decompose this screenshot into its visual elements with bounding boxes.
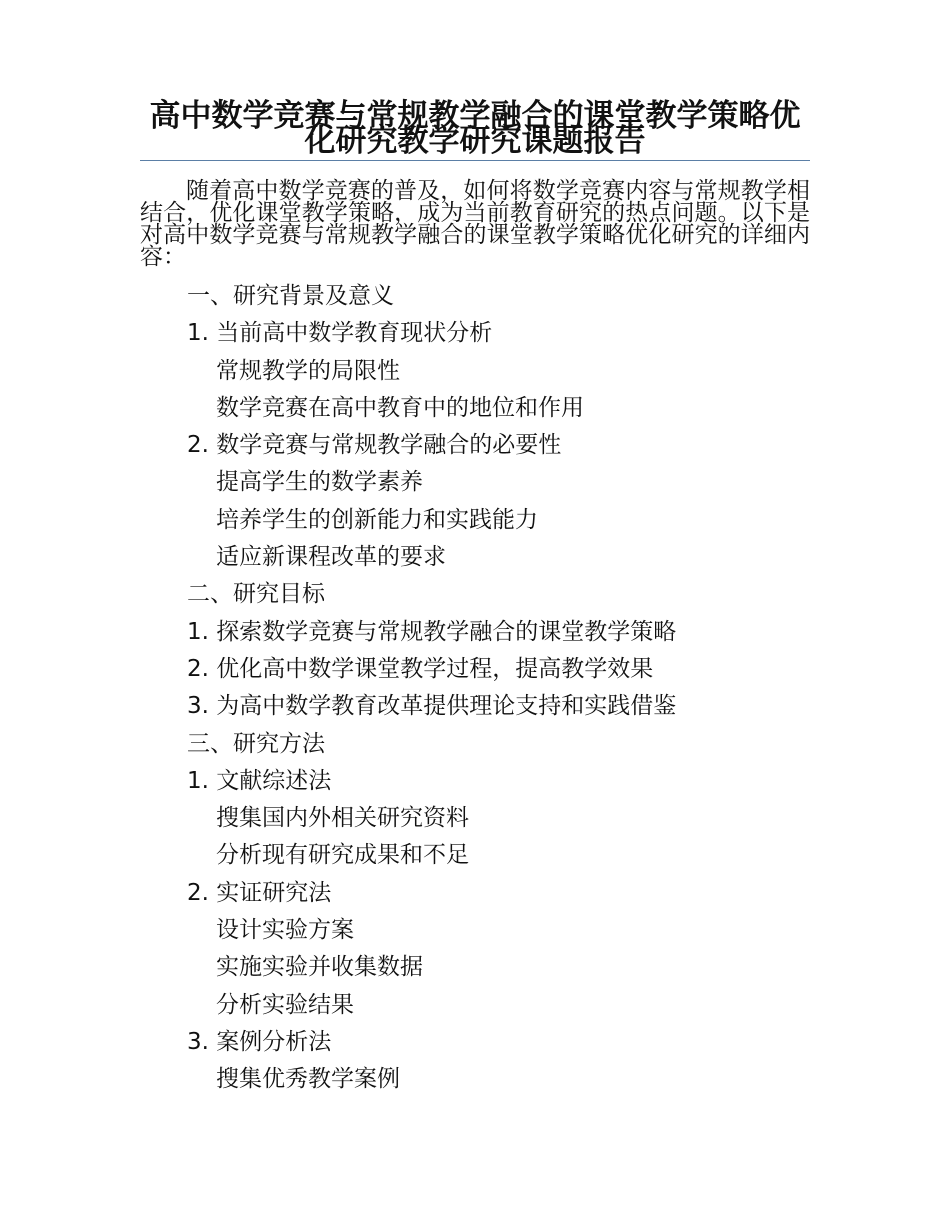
detail-item: 搜集国内外相关研究资料 xyxy=(216,805,469,832)
subsection-item: 1. 探索数学竞赛与常规教学融合的课堂教学策略 xyxy=(187,618,677,645)
detail-item: 设计实验方案 xyxy=(216,917,354,944)
intro-paragraph: 随着高中数学竞赛的普及，如何将数学竞赛内容与常规教学相结合，优化课堂教学策略，成为当前教育研究的热点问题。以下是对高中数学竞赛与常规教学融合的课堂教学策略优化研究的详细内容： xyxy=(140,178,810,270)
document-title: 高中数学竞赛与常规教学融合的课堂教学策略优化研究教学研究课题报告 xyxy=(149,98,801,159)
detail-item: 数学竞赛在高中教育中的地位和作用 xyxy=(216,394,584,421)
title-underline xyxy=(140,160,810,161)
section-heading: 二、研究目标 xyxy=(187,581,325,608)
section-heading: 三、研究方法 xyxy=(187,730,325,757)
detail-item: 提高学生的数学素养 xyxy=(216,469,423,496)
section-heading: 一、研究背景及意义 xyxy=(187,283,394,309)
subsection-item: 2. 优化高中数学课堂教学过程，提高教学效果 xyxy=(187,655,654,682)
detail-item: 分析现有研究成果和不足 xyxy=(216,842,469,869)
subsection-item: 3. 为高中数学教育改革提供理论支持和实践借鉴 xyxy=(187,693,677,720)
detail-item: 适应新课程改革的要求 xyxy=(216,544,446,571)
subsection-item: 1. 文献综述法 xyxy=(187,767,332,794)
detail-item: 搜集优秀教学案例 xyxy=(216,1066,400,1093)
detail-item: 培养学生的创新能力和实践能力 xyxy=(216,506,538,533)
subsection-item: 2. 实证研究法 xyxy=(187,879,332,906)
detail-item: 实施实验并收集数据 xyxy=(216,954,423,981)
subsection-item: 2. 数学竞赛与常规教学融合的必要性 xyxy=(187,432,562,459)
detail-item: 分析实验结果 xyxy=(216,991,354,1018)
outline-list xyxy=(0,278,950,1099)
detail-item: 常规教学的局限性 xyxy=(216,357,400,384)
subsection-item: 3. 案例分析法 xyxy=(187,1028,332,1055)
subsection-item: 1. 当前高中数学教育现状分析 xyxy=(187,320,493,347)
